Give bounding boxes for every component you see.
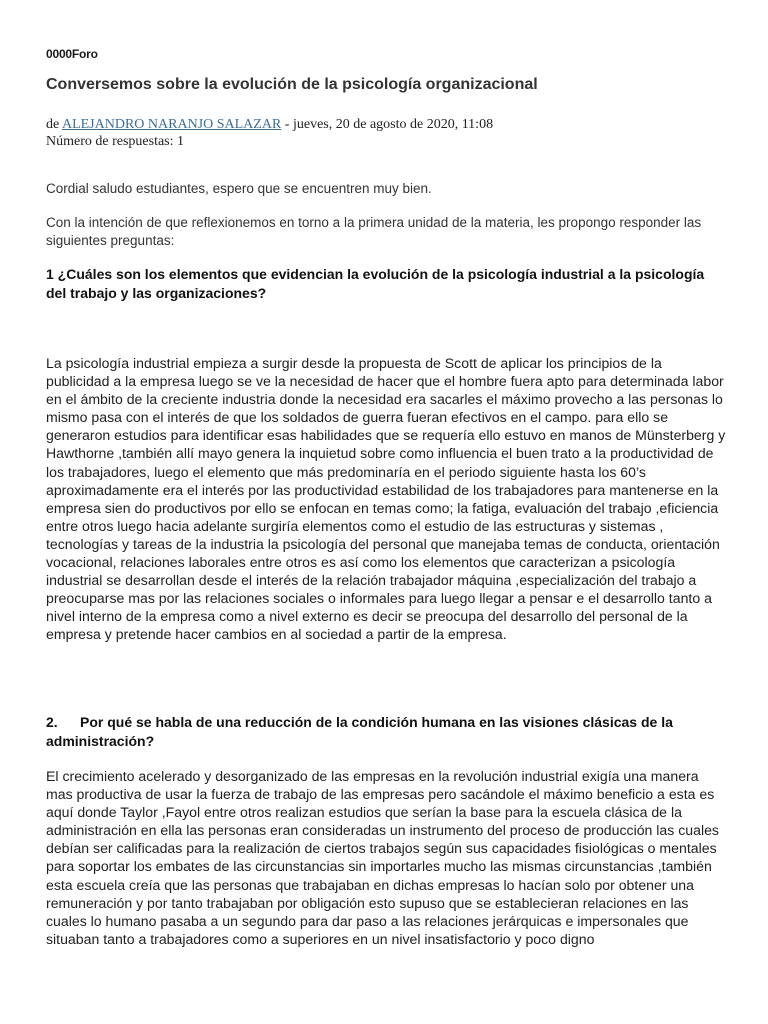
question-1-heading: 1 ¿Cuáles son los elementos que evidencian la evolución de la psicología industrial a la psicología del trabajo y las organizaciones? xyxy=(46,266,705,301)
post-meta xyxy=(46,116,493,150)
reply-count: Número de respuestas: 1 xyxy=(46,134,185,149)
byline-prefix: de xyxy=(46,117,62,132)
post-date: - jueves, 20 de agosto de 2020, 11:08 xyxy=(281,117,494,132)
post-byline xyxy=(46,116,493,133)
forum-label: 0000Foro xyxy=(46,47,98,61)
answer-1-text: La psicología industrial empieza a surgir desde la propuesta de Scott de aplicar los principios de la publicidad a la empresa luego se ve la necesidad de hacer que el hombre fuera apto para determinada labor en el ámbito de la creciente industria donde la necesidad era sacarles el máximo provecho a las personas lo mismo pasa con el interés de que los soldados de guerra fueran efectivos en el campo. para ello se generaron estudios para identificar esas habilidades que se requería ello estuvo en manos de Münsterberg y Hawthorne ,también allí mayo genera la inquietud sobre como influencia el buen trato a la productividad de los trabajadores, luego el elemento que más predominaría en el periodo siguiente hasta los 60’s aproximadamente era el interés por las productividad estabilidad de los trabajadores para mantenerse en la empresa sien do productivos por ello se enfocan en temas como; la fatiga, evaluación del trabajo ,eficiencia entre otros luego hacia adelante surgiría elementos como el estudio de las estructuras y sistemas , tecnologías y tareas de la industria la psicología del personal que manejaba temas de conducta, orientación vocacional, relaciones laborales entre otros es así como los elementos que caracterizan a psicología industrial se desarrollan desde el interés de la relación trabajador máquina ,especialización del trabajo a preocuparse mas por las relaciones sociales o informales para luego llegar a pensar e el desarrollo tanto a nivel interno de la empresa como a nivel externo es decir se preocupa del desarrollo del personal de la empresa y pretende hacer cambios en al sociedad a partir de la empresa. xyxy=(46,355,726,643)
author-link[interactable]: ALEJANDRO NARANJO SALAZAR xyxy=(61,117,282,132)
question-2-number: 2. xyxy=(46,714,58,730)
post-title: Conversemos sobre la evolución de la psicología organizacional xyxy=(46,76,538,93)
intro-text: Con la intención de que reflexionemos en torno a la primera unidad de la materia, les propongo responder las siguientes preguntas: xyxy=(46,215,702,248)
question-2-text: Por qué se habla de una reducción de la condición humana en las visiones clásicas de la administración? xyxy=(46,714,673,749)
greeting-text: Cordial saludo estudiantes, espero que se encuentren muy bien. xyxy=(46,181,432,196)
question-2-heading xyxy=(46,713,726,751)
answer-2-text: El crecimiento acelerado y desorganizado de las empresas en la revolución industrial exigía una manera mas productiva de usar la fuerza de trabajo de las empresas pero sacándole el máximo beneficio a esta es aquí donde Taylor ,Fayol entre otros realizan estudios que serían la base para la escuela clásica de la administración en ella las personas eran consideradas un instrumento del proceso de producción las cuales debían ser calificadas para la realización de ciertos trabajos según sus capacidades fisiológicas o mentales para soportar los embates de las circunstancias sin importarles mucho las mismas circunstancias ,también esta escuela creía que las personas que trabajaban en dichas empresas lo hacían solo por obtener una remuneración y por tanto trabajaban por obligación esto supuso que se establecieran relaciones en las cuales lo humano pasaba a un segundo para dar paso a las relaciones jerárquicas e impersonales que situaban tanto a trabajadores como a superiores en un nivel insatisfactorio y poco digno xyxy=(46,768,719,947)
